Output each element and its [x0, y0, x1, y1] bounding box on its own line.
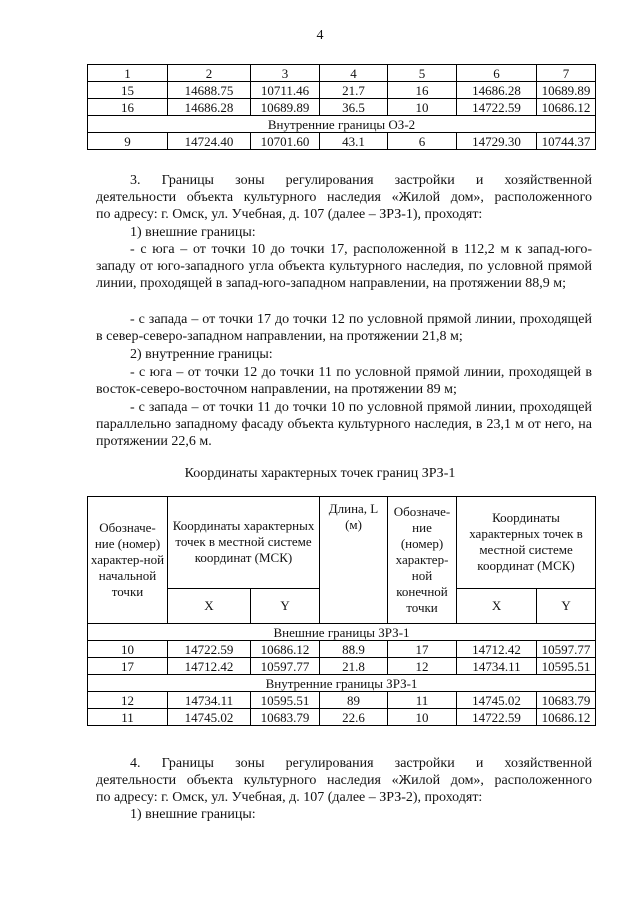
table-row [88, 133, 596, 150]
table-row [88, 692, 596, 709]
table-section-row [88, 116, 596, 133]
header-coords-end: Координаты характерных точек в местной системе координат (МСК) [457, 497, 596, 589]
table-cell: 10 [388, 99, 457, 116]
table-cell: 17 [388, 641, 457, 658]
table-cell: 14712.42 [457, 641, 537, 658]
header-end-point: Обозначе-ние (номер) характер-ной конечной точки [388, 497, 457, 624]
table-cell: 12 [88, 692, 168, 709]
table-cell: 11 [88, 709, 168, 726]
header-x-start: X [168, 588, 251, 623]
table-header-row [88, 497, 596, 589]
table-cell: 14724.40 [168, 133, 251, 150]
table-cell: 10711.46 [251, 82, 320, 99]
table-cell: 10683.79 [251, 709, 320, 726]
table-cell: 7 [537, 65, 596, 82]
table-cell: 10597.77 [251, 658, 320, 675]
table-cell: 14745.02 [457, 692, 537, 709]
section4-line1: 4. Границы зоны регулирования застройки и хозяйственной [130, 756, 592, 771]
header-length: Длина, L (м) [320, 497, 388, 624]
table-cell: 1 [88, 65, 168, 82]
table-cell: 14686.28 [457, 82, 537, 99]
table-cell: 14722.59 [168, 641, 251, 658]
table-cell: 10 [88, 641, 168, 658]
table-cell: 22.6 [320, 709, 388, 726]
table-row [88, 82, 596, 99]
table-cell: 14688.75 [168, 82, 251, 99]
table-section-row [88, 624, 596, 641]
section4-line3: по адресу: г. Омск, ул. Учебная, д. 107 (далее – ЗРЗ-2), проходят: [96, 790, 483, 805]
table-header-row [88, 65, 596, 82]
section3-west-boundary: - с запада – от точки 17 до точки 12 по условной прямой линии, проходящей в север-северо-западном направлении, на протяжении 21,8 м; [96, 312, 592, 344]
table-cell: 5 [388, 65, 457, 82]
section3-outer-heading: 1) внешние границы: [130, 225, 256, 240]
table-cell: 21.7 [320, 82, 388, 99]
table-cell: 15 [88, 82, 168, 99]
table-cell: 14722.59 [457, 99, 537, 116]
header-y-start: Y [251, 588, 320, 623]
table-cell: 43.1 [320, 133, 388, 150]
table-cell: 16 [388, 82, 457, 99]
page-number: 4 [316, 28, 324, 43]
section-title: Внешние границы ЗРЗ-1 [88, 624, 596, 641]
table-cell: 10689.89 [537, 82, 596, 99]
table-cell: 14734.11 [168, 692, 251, 709]
table-cell: 10686.12 [537, 709, 596, 726]
table-cell: 10689.89 [251, 99, 320, 116]
table-cell: 14729.30 [457, 133, 537, 150]
table-cell: 10744.37 [537, 133, 596, 150]
section-title: Внутренние границы ОЗ-2 [88, 116, 596, 133]
table-cell: 6 [457, 65, 537, 82]
table-cell: 14734.11 [457, 658, 537, 675]
table-cell: 3 [251, 65, 320, 82]
table-cell: 11 [388, 692, 457, 709]
section3-line1: 3. Границы зоны регулирования застройки и хозяйственной [130, 173, 592, 188]
header-y-end: Y [537, 588, 596, 623]
table-cell: 10 [388, 709, 457, 726]
table-cell: 2 [168, 65, 251, 82]
table-cell: 10686.12 [251, 641, 320, 658]
table-cell: 4 [320, 65, 388, 82]
header-start-point: Обозначе-ние (номер) характер-ной начальной точки [88, 497, 168, 624]
header-coords-start: Координаты характерных точек в местной системе координат (МСК) [168, 497, 320, 589]
coordinates-table-zrz1 [87, 496, 596, 726]
section4-line2: деятельности объекта культурного наследия «Жилой дом», расположенного [96, 773, 592, 788]
table-row [88, 709, 596, 726]
table-cell: 14722.59 [457, 709, 537, 726]
table-cell: 10686.12 [537, 99, 596, 116]
table-row [88, 641, 596, 658]
table-cell: 21.8 [320, 658, 388, 675]
section3-line2: деятельности объекта культурного наследия «Жилой дом», расположенного [96, 190, 592, 205]
table-caption: Координаты характерных точек границ ЗРЗ-1 [184, 466, 456, 481]
table-cell: 14745.02 [168, 709, 251, 726]
table-cell: 14712.42 [168, 658, 251, 675]
section-title: Внутренние границы ЗРЗ-1 [88, 675, 596, 692]
table-cell: 10683.79 [537, 692, 596, 709]
section3-line3: по адресу: г. Омск, ул. Учебная, д. 107 (далее – ЗРЗ-1), проходят: [96, 207, 483, 222]
table-cell: 17 [88, 658, 168, 675]
table-cell: 89 [320, 692, 388, 709]
table-cell: 9 [88, 133, 168, 150]
table-section-row [88, 675, 596, 692]
table-row [88, 658, 596, 675]
section3-inner-west: - с запада – от точки 11 до точки 10 по условной прямой линии, проходящей параллельно западному фасаду объекта культурного наследия, в 23,1 м от него, на протяжении 22,6 м. [96, 400, 592, 449]
table-cell: 36.5 [320, 99, 388, 116]
table-cell: 12 [388, 658, 457, 675]
table-cell: 16 [88, 99, 168, 116]
table-cell: 6 [388, 133, 457, 150]
section4-outer-heading: 1) внешние границы: [130, 807, 256, 822]
table-cell: 14686.28 [168, 99, 251, 116]
table-cell: 10597.77 [537, 641, 596, 658]
table-cell: 10701.60 [251, 133, 320, 150]
header-x-end: X [457, 588, 537, 623]
table-cell: 10595.51 [251, 692, 320, 709]
table-cell: 88.9 [320, 641, 388, 658]
section3-inner-heading: 2) внутренние границы: [130, 347, 273, 362]
table-row [88, 99, 596, 116]
coordinates-table-oz2 [87, 64, 596, 150]
section3-inner-south: - с юга – от точки 12 до точки 11 по условной прямой линии, проходящей в восток-северо-восточном направлении, на протяжении 89 м; [96, 365, 592, 397]
section3-south-boundary: - с юга – от точки 10 до точки 17, расположенной в 112,2 м к запад-юго-западу от юго-западного угла объекта культурного наследия, по условной прямой линии, проходящей в запад-юго-западном направлении, на протяжении 88,9 м; [96, 242, 592, 291]
table-cell: 10595.51 [537, 658, 596, 675]
